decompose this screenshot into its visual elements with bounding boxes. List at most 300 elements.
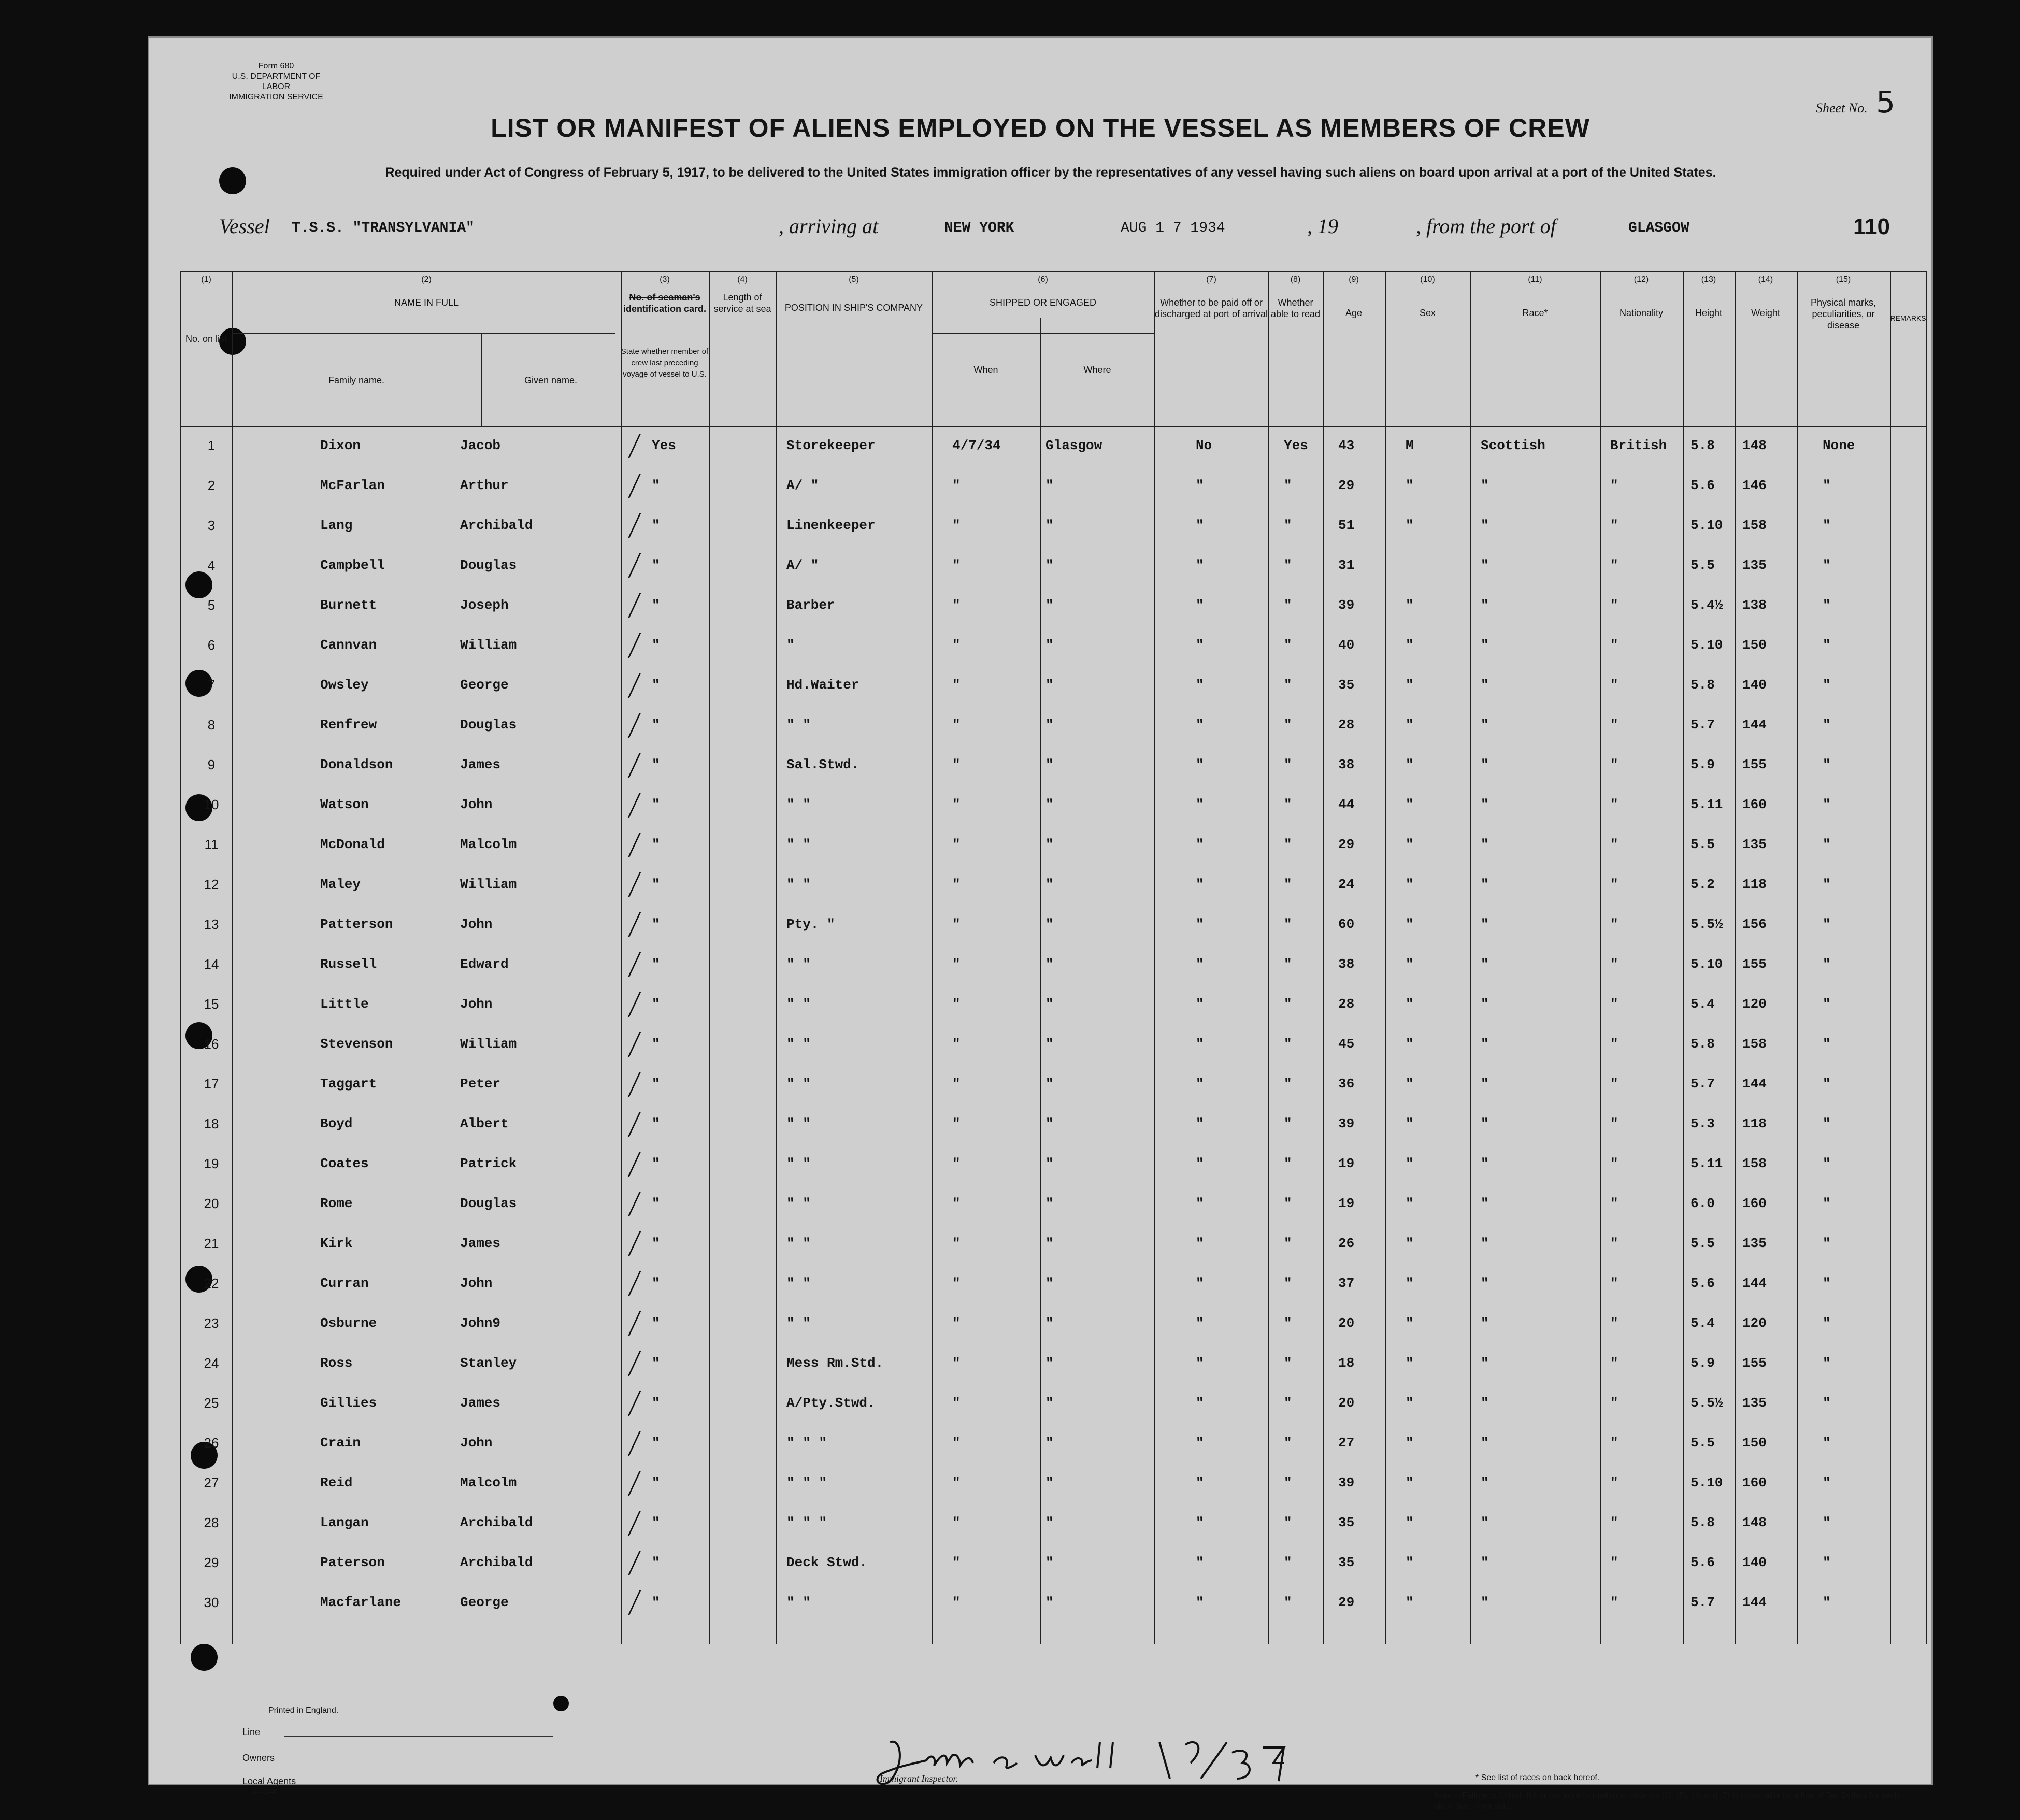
row-number: 6 xyxy=(207,637,216,653)
cell-height: 5.5½ xyxy=(1691,1395,1723,1411)
cell-given: John xyxy=(460,996,493,1012)
cell-age: 26 xyxy=(1338,1236,1355,1251)
cell-prev: " xyxy=(652,837,660,852)
column-number: (14) xyxy=(1758,275,1773,284)
cell-position: Barber xyxy=(786,597,835,613)
cell-age: 31 xyxy=(1338,557,1355,573)
table-row xyxy=(149,757,1931,797)
cell-when: " xyxy=(952,597,961,613)
row-number: 17 xyxy=(204,1076,219,1092)
cell-read: " xyxy=(1284,1355,1292,1371)
cell-family: Patterson xyxy=(320,916,393,932)
cell-family: Paterson xyxy=(320,1555,385,1570)
cell-age: 38 xyxy=(1338,757,1355,772)
cell-family: Kirk xyxy=(320,1236,353,1251)
cell-sex: " xyxy=(1406,1395,1414,1411)
cell-prev: " xyxy=(652,1036,660,1052)
cell-position: " " " xyxy=(786,1435,827,1451)
cell-sex: " xyxy=(1406,1196,1414,1211)
column-header-family-name: Family name. xyxy=(328,375,385,385)
cell-given: Malcolm xyxy=(460,1475,517,1491)
cell-where: " xyxy=(1045,1595,1054,1610)
cell-read: " xyxy=(1284,877,1292,892)
cell-sex: " xyxy=(1406,518,1414,533)
cell-read: " xyxy=(1284,677,1292,693)
table-row xyxy=(149,1515,1931,1555)
cell-sex: " xyxy=(1406,1435,1414,1451)
cell-given: Stanley xyxy=(460,1355,517,1371)
cell-sex: " xyxy=(1406,956,1414,972)
column-header-nationality: Nationality xyxy=(1619,308,1664,318)
cell-weight: 120 xyxy=(1742,1315,1767,1331)
cell-given: William xyxy=(460,637,517,653)
cell-height: 5.10 xyxy=(1691,637,1723,653)
cell-sex: " xyxy=(1406,757,1414,772)
line-label: Line xyxy=(242,1727,261,1737)
cell-nat: " xyxy=(1610,877,1618,892)
cell-weight: 118 xyxy=(1742,1116,1767,1131)
table-row xyxy=(149,1435,1931,1475)
row-number: 18 xyxy=(204,1116,219,1131)
cell-marks: " xyxy=(1823,677,1831,693)
cell-weight: 144 xyxy=(1742,1276,1767,1291)
cell-where: " xyxy=(1045,1116,1054,1131)
cell-weight: 148 xyxy=(1742,438,1767,453)
cell-sex: " xyxy=(1406,877,1414,892)
header-bottom-rule xyxy=(180,426,1926,427)
cell-where: " xyxy=(1045,757,1054,772)
column-header-id-card-note: State whether member of crew last preceding voyage of vessel to U.S. xyxy=(621,347,709,379)
cell-when: 4/7/34 xyxy=(952,438,1001,453)
cell-given: Archibald xyxy=(460,1515,533,1530)
row-number: 29 xyxy=(204,1555,219,1570)
cell-prev: " xyxy=(652,1475,660,1491)
cell-paid: " xyxy=(1196,1515,1204,1530)
cell-when: " xyxy=(952,916,961,932)
cell-nat: " xyxy=(1610,1515,1618,1530)
cell-height: 5.5 xyxy=(1691,837,1715,852)
cell-position: " " xyxy=(786,996,811,1012)
column-number: (7) xyxy=(1206,275,1216,284)
cell-race: " xyxy=(1481,1475,1489,1491)
row-number: 19 xyxy=(204,1156,219,1171)
cell-prev: " xyxy=(652,597,660,613)
cell-nat: " xyxy=(1610,478,1618,493)
cell-race: " xyxy=(1481,1036,1489,1052)
inspector-label: Immigrant Inspector. xyxy=(880,1773,958,1784)
cell-height: 5.8 xyxy=(1691,677,1715,693)
cell-race: " xyxy=(1481,1276,1489,1291)
cell-nat: " xyxy=(1610,1036,1618,1052)
department-name: U.S. DEPARTMENT OF LABOR xyxy=(232,72,321,91)
table-row xyxy=(149,438,1931,478)
shipped-subheader-rule xyxy=(932,333,1154,334)
cell-sex: " xyxy=(1406,677,1414,693)
cell-prev: " xyxy=(652,1315,660,1331)
cell-marks: " xyxy=(1823,916,1831,932)
cell-when: " xyxy=(952,1276,961,1291)
cell-age: 39 xyxy=(1338,597,1355,613)
column-header-position: POSITION IN SHIP'S COMPANY xyxy=(784,303,923,313)
column-header-race: Race* xyxy=(1522,308,1548,318)
cell-position: " " xyxy=(786,717,811,733)
cell-race: " xyxy=(1481,1435,1489,1451)
cell-marks: " xyxy=(1823,1156,1831,1171)
cell-when: " xyxy=(952,1475,961,1491)
cell-given: William xyxy=(460,1036,517,1052)
cell-age: 24 xyxy=(1338,877,1355,892)
cell-paid: " xyxy=(1196,956,1204,972)
cell-nat: " xyxy=(1610,1236,1618,1251)
cell-marks: " xyxy=(1823,1515,1831,1530)
cell-nat: " xyxy=(1610,757,1618,772)
cell-position: " " " xyxy=(786,1515,827,1530)
cell-read: " xyxy=(1284,557,1292,573)
row-number: 26 xyxy=(204,1435,219,1451)
arrival-date-stamp: AUG 1 7 1934 xyxy=(1121,220,1225,236)
punch-hole xyxy=(219,167,246,194)
cell-family: Ross xyxy=(320,1355,353,1371)
cell-prev: " xyxy=(652,1435,660,1451)
row-number: 27 xyxy=(204,1475,219,1491)
column-header-id-card-struck: No. of seaman's identification card. xyxy=(623,292,707,314)
cell-height: 5.7 xyxy=(1691,1076,1715,1092)
cell-when: " xyxy=(952,677,961,693)
cell-weight: 148 xyxy=(1742,1515,1767,1530)
table-row xyxy=(149,797,1931,837)
cell-when: " xyxy=(952,837,961,852)
cell-paid: " xyxy=(1196,677,1204,693)
cell-read: " xyxy=(1284,1315,1292,1331)
cell-height: 6.0 xyxy=(1691,1196,1715,1211)
cell-where: " xyxy=(1045,1236,1054,1251)
cell-marks: " xyxy=(1823,1036,1831,1052)
cell-age: 19 xyxy=(1338,1196,1355,1211)
cell-given: John9 xyxy=(460,1315,501,1331)
cell-prev: " xyxy=(652,1236,660,1251)
cell-when: " xyxy=(952,797,961,812)
row-number: 20 xyxy=(204,1196,219,1211)
cell-height: 5.7 xyxy=(1691,1595,1715,1610)
cell-family: Lang xyxy=(320,518,353,533)
table-row xyxy=(149,1036,1931,1076)
cell-height: 5.8 xyxy=(1691,438,1715,453)
cell-weight: 140 xyxy=(1742,677,1767,693)
row-number: 7 xyxy=(207,677,216,693)
cell-position: " " xyxy=(786,877,811,892)
table-row xyxy=(149,1555,1931,1595)
agents-code: 14—1840 xyxy=(250,1788,278,1795)
column-number: (12) xyxy=(1634,275,1649,284)
cell-marks: " xyxy=(1823,478,1831,493)
cell-read: " xyxy=(1284,837,1292,852)
cell-sex: " xyxy=(1406,478,1414,493)
cell-read: " xyxy=(1284,1475,1292,1491)
cell-read: " xyxy=(1284,1395,1292,1411)
cell-sex: " xyxy=(1406,837,1414,852)
row-number: 5 xyxy=(207,597,216,613)
cell-nat: " xyxy=(1610,797,1618,812)
column-number: (9) xyxy=(1349,275,1359,284)
row-number: 2 xyxy=(207,478,216,493)
cell-sex: " xyxy=(1406,1276,1414,1291)
cell-paid: " xyxy=(1196,1276,1204,1291)
cell-given: John xyxy=(460,797,493,812)
cell-prev: " xyxy=(652,637,660,653)
cell-family: Cannvan xyxy=(320,637,377,653)
cell-position: A/Pty.Stwd. xyxy=(786,1395,876,1411)
cell-position: Hd.Waiter xyxy=(786,677,859,693)
cell-paid: " xyxy=(1196,757,1204,772)
cell-nat: " xyxy=(1610,1595,1618,1610)
table-row xyxy=(149,1236,1931,1276)
cell-given: William xyxy=(460,877,517,892)
cell-paid: " xyxy=(1196,1196,1204,1211)
cell-where: " xyxy=(1045,837,1054,852)
cell-age: 20 xyxy=(1338,1395,1355,1411)
column-number: (11) xyxy=(1528,275,1542,284)
cell-family: Stevenson xyxy=(320,1036,393,1052)
cell-race: " xyxy=(1481,757,1489,772)
cell-where: " xyxy=(1045,877,1054,892)
cell-family: Russell xyxy=(320,956,377,972)
cell-position: Linenkeeper xyxy=(786,518,876,533)
cell-family: Langan xyxy=(320,1515,369,1530)
cell-race: " xyxy=(1481,637,1489,653)
cell-race: " xyxy=(1481,557,1489,573)
column-header-shipped-engaged: SHIPPED OR ENGAGED xyxy=(989,297,1097,308)
row-number: 12 xyxy=(204,877,219,892)
cell-nat: " xyxy=(1610,1435,1618,1451)
cell-paid: " xyxy=(1196,1435,1204,1451)
cell-where: " xyxy=(1045,1276,1054,1291)
cell-weight: 160 xyxy=(1742,1196,1767,1211)
cell-prev: " xyxy=(652,877,660,892)
cell-when: " xyxy=(952,1435,961,1451)
cell-height: 5.6 xyxy=(1691,1555,1715,1570)
cell-where: " xyxy=(1045,518,1054,533)
cell-height: 5.4½ xyxy=(1691,597,1723,613)
cell-sex: " xyxy=(1406,996,1414,1012)
column-number: (2) xyxy=(421,275,432,284)
cell-family: Renfrew xyxy=(320,717,377,733)
cell-read: " xyxy=(1284,1595,1292,1610)
cell-race: " xyxy=(1481,478,1489,493)
cell-weight: 158 xyxy=(1742,518,1767,533)
reference-number: 110 xyxy=(1853,214,1890,239)
cell-race: " xyxy=(1481,1395,1489,1411)
table-row xyxy=(149,1475,1931,1515)
cell-race: " xyxy=(1481,1156,1489,1171)
cell-given: Archibald xyxy=(460,1555,533,1570)
cell-where: " xyxy=(1045,1355,1054,1371)
cell-marks: " xyxy=(1823,717,1831,733)
cell-paid: " xyxy=(1196,797,1204,812)
cell-given: Arthur xyxy=(460,478,509,493)
cell-read: " xyxy=(1284,956,1292,972)
cell-where: " xyxy=(1045,956,1054,972)
cell-paid: " xyxy=(1196,837,1204,852)
row-number: 23 xyxy=(204,1315,219,1331)
cell-family: Coates xyxy=(320,1156,369,1171)
cell-weight: 160 xyxy=(1742,797,1767,812)
row-number: 15 xyxy=(204,996,219,1012)
cell-read: " xyxy=(1284,1515,1292,1530)
cell-position: " " xyxy=(786,1595,811,1610)
cell-given: George xyxy=(460,1595,509,1610)
cell-family: Gillies xyxy=(320,1395,377,1411)
cell-marks: " xyxy=(1823,637,1831,653)
cell-race: " xyxy=(1481,1515,1489,1530)
cell-sex: " xyxy=(1406,1315,1414,1331)
cell-marks: None xyxy=(1823,438,1855,453)
cell-when: " xyxy=(952,478,961,493)
column-number: (5) xyxy=(849,275,859,284)
cell-weight: 135 xyxy=(1742,557,1767,573)
row-number: 14 xyxy=(204,956,219,972)
table-row xyxy=(149,1315,1931,1355)
row-number: 24 xyxy=(204,1355,219,1371)
cell-position: " " xyxy=(786,1276,811,1291)
table-row xyxy=(149,877,1931,916)
table-row xyxy=(149,1276,1931,1315)
column-number: (13) xyxy=(1701,275,1716,284)
cell-prev: " xyxy=(652,1116,660,1131)
cell-age: 28 xyxy=(1338,717,1355,733)
cell-height: 5.7 xyxy=(1691,717,1715,733)
cell-marks: " xyxy=(1823,1076,1831,1092)
cell-read: " xyxy=(1284,518,1292,533)
cell-race: " xyxy=(1481,916,1489,932)
cell-sex: " xyxy=(1406,1355,1414,1371)
cell-paid: " xyxy=(1196,597,1204,613)
cell-paid: " xyxy=(1196,916,1204,932)
cell-age: 39 xyxy=(1338,1116,1355,1131)
cell-age: 37 xyxy=(1338,1276,1355,1291)
cell-read: Yes xyxy=(1284,438,1308,453)
cell-marks: " xyxy=(1823,996,1831,1012)
cell-when: " xyxy=(952,1555,961,1570)
row-number: 3 xyxy=(207,518,216,533)
cell-age: 29 xyxy=(1338,837,1355,852)
column-header-where: Where xyxy=(1083,365,1111,375)
cell-age: 35 xyxy=(1338,1515,1355,1530)
cell-nat: " xyxy=(1610,1116,1618,1131)
cell-position: Pty. " xyxy=(786,916,835,932)
cell-height: 5.5 xyxy=(1691,1236,1715,1251)
cell-paid: " xyxy=(1196,1355,1204,1371)
cell-weight: 144 xyxy=(1742,1076,1767,1092)
column-header-length-service: Length of service at sea xyxy=(713,292,771,314)
cell-prev: " xyxy=(652,956,660,972)
row-number: 28 xyxy=(204,1515,219,1530)
row-number: 13 xyxy=(204,916,219,932)
cell-read: " xyxy=(1284,597,1292,613)
cell-when: " xyxy=(952,956,961,972)
cell-prev: " xyxy=(652,1156,660,1171)
cell-sex: " xyxy=(1406,637,1414,653)
cell-where: Glasgow xyxy=(1045,438,1102,453)
cell-paid: " xyxy=(1196,1116,1204,1131)
sheet-number-value: 5 xyxy=(1876,84,1895,120)
cell-where: " xyxy=(1045,1435,1054,1451)
cell-marks: " xyxy=(1823,1595,1831,1610)
cell-sex: " xyxy=(1406,1156,1414,1171)
cell-position: Mess Rm.Std. xyxy=(786,1355,884,1371)
cell-height: 5.10 xyxy=(1691,518,1723,533)
cell-age: 45 xyxy=(1338,1036,1355,1052)
cell-given: James xyxy=(460,757,501,772)
cell-position: A/ " xyxy=(786,478,819,493)
cell-prev: " xyxy=(652,797,660,812)
cell-race: " xyxy=(1481,518,1489,533)
cell-position: " " xyxy=(786,1315,811,1331)
cell-paid: " xyxy=(1196,1076,1204,1092)
cell-read: " xyxy=(1284,1435,1292,1451)
cell-nat: " xyxy=(1610,717,1618,733)
cell-marks: " xyxy=(1823,1236,1831,1251)
cell-nat: " xyxy=(1610,837,1618,852)
cell-sex: " xyxy=(1406,1116,1414,1131)
cell-prev: " xyxy=(652,717,660,733)
table-row xyxy=(149,1196,1931,1236)
cell-age: 28 xyxy=(1338,996,1355,1012)
cell-position: " " xyxy=(786,1116,811,1131)
cell-nat: British xyxy=(1610,438,1667,453)
cell-read: " xyxy=(1284,1076,1292,1092)
cell-sex: " xyxy=(1406,1076,1414,1092)
cell-read: " xyxy=(1284,478,1292,493)
cell-given: John xyxy=(460,1276,493,1291)
cell-family: McFarlan xyxy=(320,478,385,493)
cell-prev: " xyxy=(652,1395,660,1411)
cell-marks: " xyxy=(1823,956,1831,972)
arriving-label: , arriving at xyxy=(779,214,879,238)
cell-paid: " xyxy=(1196,1475,1204,1491)
table-row xyxy=(149,518,1931,557)
cell-read: " xyxy=(1284,717,1292,733)
cell-paid: " xyxy=(1196,1395,1204,1411)
cell-given: John xyxy=(460,916,493,932)
cell-prev: " xyxy=(652,478,660,493)
column-number: (10) xyxy=(1420,275,1435,284)
cell-prev: " xyxy=(652,1276,660,1291)
row-number: 4 xyxy=(207,557,216,573)
cell-paid: No xyxy=(1196,438,1212,453)
printed-note: Printed in England. xyxy=(268,1706,339,1715)
cell-height: 5.9 xyxy=(1691,1355,1715,1371)
cell-weight: 150 xyxy=(1742,637,1767,653)
cell-where: " xyxy=(1045,1196,1054,1211)
cell-age: 20 xyxy=(1338,1315,1355,1331)
cell-sex: " xyxy=(1406,1515,1414,1530)
row-number: 9 xyxy=(207,757,216,772)
cell-prev: " xyxy=(652,996,660,1012)
cell-sex: " xyxy=(1406,1555,1414,1570)
table-row xyxy=(149,557,1931,597)
cell-sex: " xyxy=(1406,797,1414,812)
cell-position: " " xyxy=(786,1036,811,1052)
cell-when: " xyxy=(952,1196,961,1211)
cell-given: Joseph xyxy=(460,597,509,613)
document-title: LIST OR MANIFEST OF ALIENS EMPLOYED ON THE VESSEL AS MEMBERS OF CREW xyxy=(491,113,1590,142)
column-number: (8) xyxy=(1290,275,1301,284)
cell-when: " xyxy=(952,1076,961,1092)
cell-nat: " xyxy=(1610,637,1618,653)
cell-family: Taggart xyxy=(320,1076,377,1092)
cell-position: " " xyxy=(786,956,811,972)
cell-prev: " xyxy=(652,1555,660,1570)
